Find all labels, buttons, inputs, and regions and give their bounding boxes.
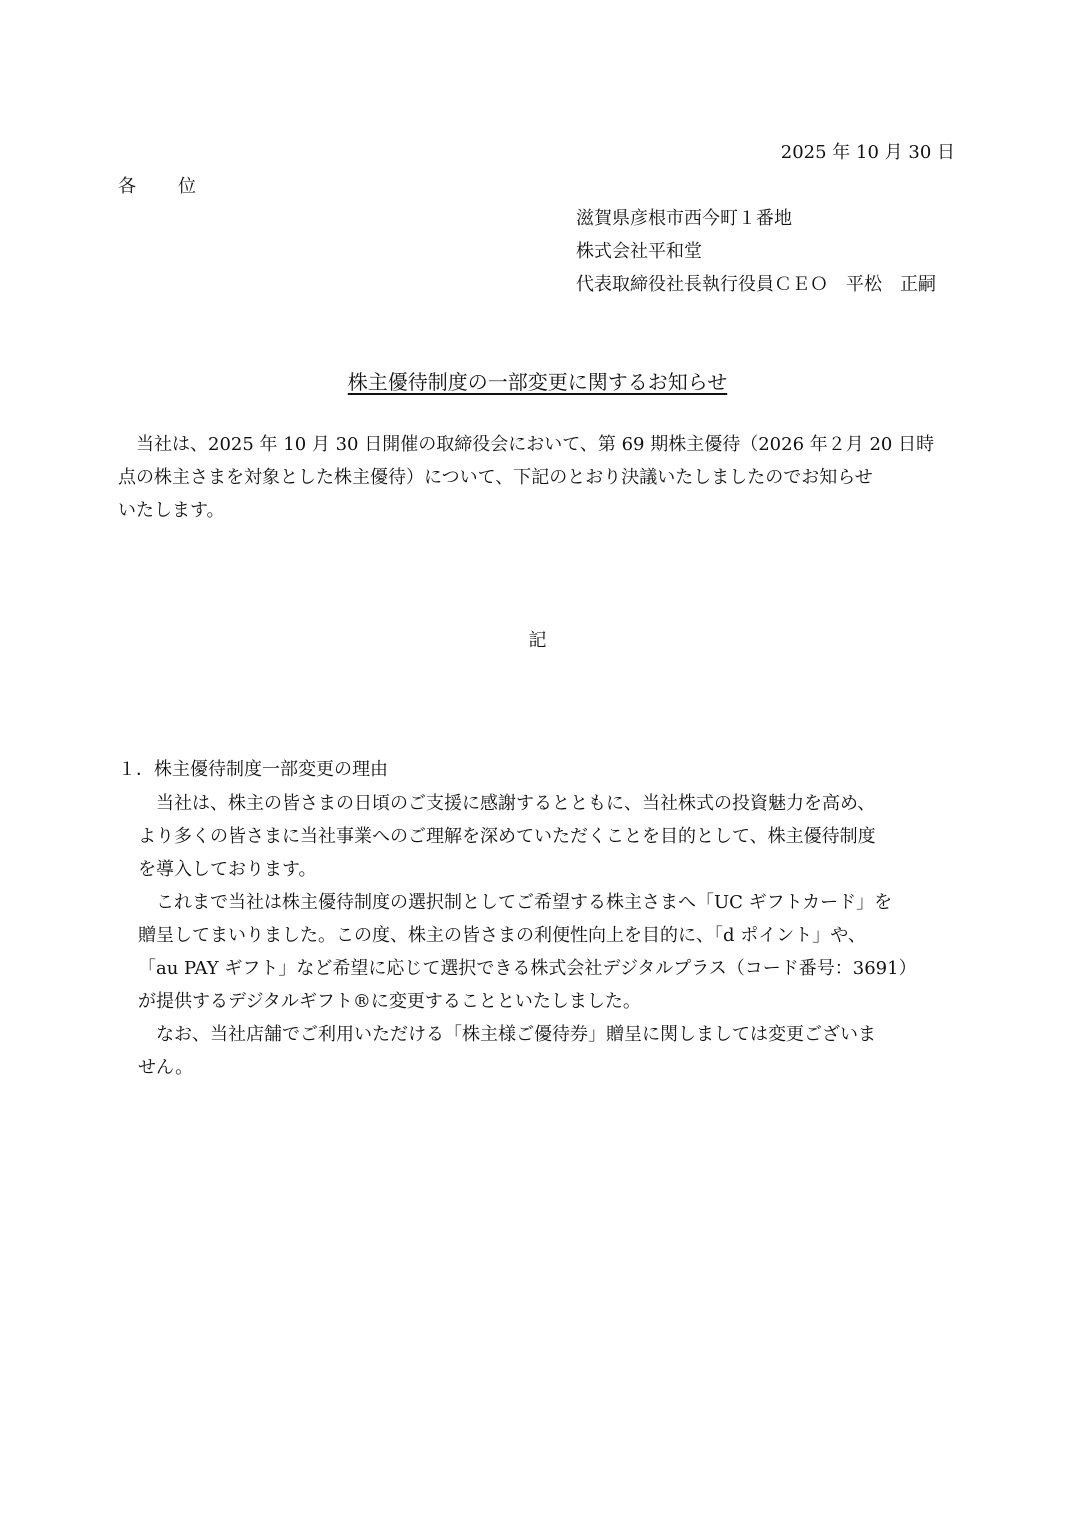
section-1-line: せん。 [138, 1057, 194, 1078]
addressee: 各 位 [118, 176, 198, 197]
section-1-heading: １．株主優待制度一部変更の理由 [118, 759, 388, 780]
document-title: 株主優待制度の一部変更に関するお知らせ [347, 370, 728, 394]
section-1-line: 当社は、株主の皆さまの日頃のご支援に感謝するとともに、当社株式の投資魅力を高め、 [138, 793, 876, 814]
section-1-body [118, 787, 958, 1084]
section-1-line: が提供するデジタルギフト®に変更することといたしました。 [138, 991, 641, 1012]
intro-line: いたします。 [118, 500, 225, 521]
section-1-line: なお、当社店舗でご利用いただける「株主様ご優待券」贈呈に関しましては変更ございま [138, 1024, 876, 1045]
document-title-wrapper [0, 366, 1075, 395]
sender-address: 滋賀県彦根市西今町１番地 [576, 208, 792, 229]
section-1-line: を導入しております。 [138, 859, 317, 880]
section-1-line: 「au PAY ギフト」など希望に応じて選択できる株式会社デジタルプラス（コード番号：3691） [138, 958, 917, 979]
intro-line: 点の株主さまを対象とした株主優待）について、下記のとおり決議いたしましたのでお知らせ [118, 467, 873, 488]
sender-company: 株式会社平和堂 [576, 241, 702, 262]
section-1-line: 贈呈してまいりました。この度、株主の皆さまの利便性向上を目的に、「d ポイント」や、 [138, 925, 866, 946]
section-1 [118, 756, 958, 1084]
section-1-line: これまで当社は株主優待制度の選択制としてご希望する株主さまへ「UC ギフトカード」を [138, 892, 893, 913]
intro-paragraph [118, 428, 958, 527]
issue-date: 2025 年 10 月 30 日 [780, 142, 955, 163]
intro-line: 当社は、2025 年 10 月 30 日開催の取締役会において、第 69 期株主優待（2026 年２月 20 日時 [118, 434, 935, 455]
sender-representative: 代表取締役社長執行役員ＣＥＯ 平松 正嗣 [576, 274, 936, 295]
ki-marker: 記 [528, 630, 547, 651]
section-1-line: より多くの皆さまに当社事業へのご理解を深めていただくことを目的として、株主優待制度 [138, 826, 876, 847]
